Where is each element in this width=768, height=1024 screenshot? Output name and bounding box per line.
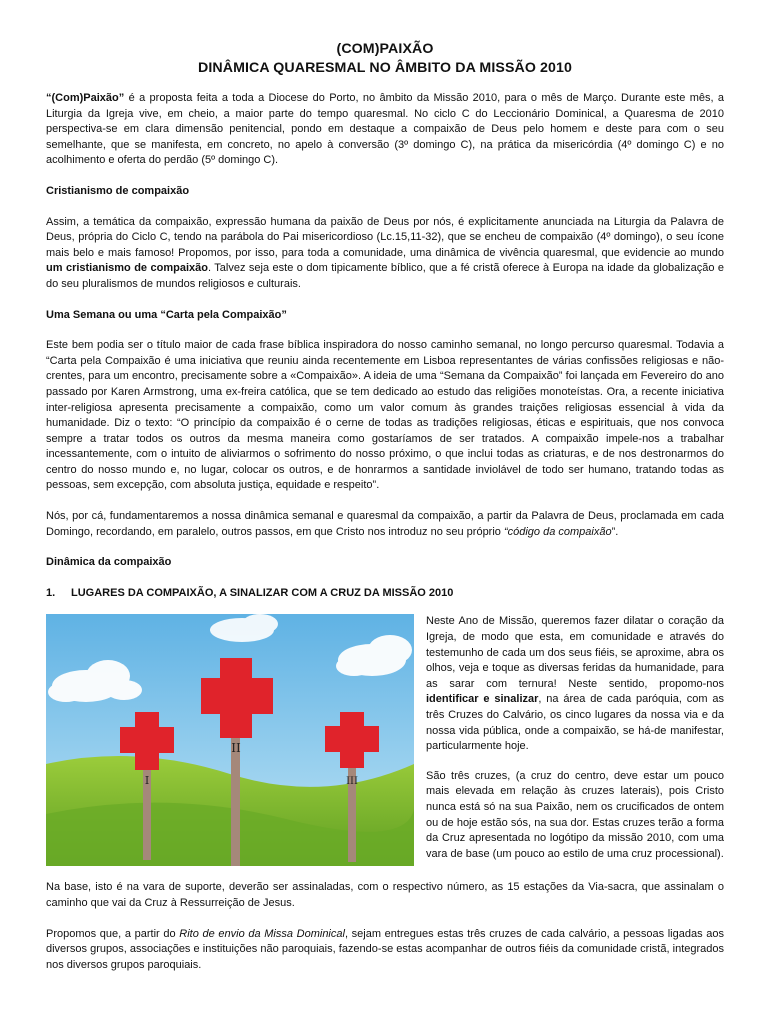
intro-text: é a proposta feita a toda a Diocese do Porto, no âmbito da Missão 2010, para o mês de Março. Durante este mês, a Liturgia da Igreja vive, em cheio, a maior parte do tempo quaresmal. No ciclo C do Leccionário Dominical, a Quaresma de 2010 perspectiva-se em clara dimensão penitencial, pondo em destaque a compaixão de Deus pelo homem e deste para com o seu semelhante, que se manifesta, em concreto, no apelo à conversão (3º domingo C), na prática da misericórdia (4º domingo C) e no acolhimento e oferta do perdão (5º domingo C). [46, 92, 724, 167]
title-line-1: (COM)PAIXÃO [336, 41, 434, 57]
numbered-heading [46, 586, 724, 602]
section2-text-b: ”. [611, 525, 619, 538]
section-heading-semana: Uma Semana ou uma “Carta pela Compaixão” [46, 308, 287, 321]
three-crosses-illustration [46, 614, 414, 866]
document-page [46, 40, 724, 988]
cross-label-i: I [144, 774, 150, 788]
cross-label-iii: III [346, 776, 358, 788]
intro-paragraph [46, 91, 724, 169]
section1-bold: um cristianismo de compaixão [46, 262, 208, 275]
side-text-a: Neste Ano de Missão, queremos fazer dilatar o coração da Igreja, de modo que esta, em comunidade e através do testemunho de cada um dos seus fiéis, se aproxime, abra os olhos, veja e toque as diversas feridas da humanidade, para as sarar com ternura! Neste sentido, propomo-nos [426, 615, 724, 690]
side-text-b: , na área de cada paróquia, com as três Cruzes do Calvário, os cinco lugares da nossa via e da nossa vida pública, onde a compaixão, se há-de manifestar, particularmente hoje. [426, 693, 724, 753]
section1-text-b: . Talvez seja este o dom tipicamente bíblico, que a fé cristã oferece à Europa na idade da globalização e do seu pluralismos de mundos religiosos e culturais. [46, 262, 725, 290]
side-paragraph-1 [426, 614, 724, 754]
last-paragraph [46, 927, 724, 974]
item-title: LUGARES DA COMPAIXÃO, A SINALIZAR COM A CRUZ DA MISSÃO 2010 [71, 586, 454, 599]
title-line-2: DINÂMICA QUARESMAL NO ÂMBITO DA MISSÃO 2010 [198, 60, 572, 76]
base-paragraph: Na base, isto é na vara de suporte, deverão ser assinaladas, com o respectivo número, as 15 estações da Via-sacra, que assinalam o caminho que vai da Cruz à Ressurreição de Jesus. [46, 881, 724, 910]
section1-paragraph [46, 215, 724, 293]
section2-paragraph-1: Este bem podia ser o título maior de cada frase bíblica inspiradora do nosso caminho semanal, no longo percurso quaresmal. Todavia a “Carta pela Compaixão é uma iniciativa que reuniu ainda recentemente em Lisboa representantes de várias confissões religiosas e não-crentes, para um encontro, precisamente sobre a «Compaixão». A ideia de uma “Semana da Compaixão” foi lançada em Fevereiro do ano passado por Karen Armstrong, uma ex-freira católica, que se tem dedicado ao estudo das religiões monoteístas. Ora, a recente iniciativa inter-religiosa apresenta precisamente a compaixão, como um valor comum às grandes traições religiosas essencial à vida da humanidade. Diz o texto: “O princípio da compaixão é o cerne de todas as tradições religiosas, éticas e espirituais, que nos convoca sempre a tratar todos os outros da mesma maneira como gostaríamos de ser tratados. A compaixão impele-nos a trabalhar incessantemente, com o intuito de aliviarmos o sofrimento do nosso próximo, o que inclui todas as criaturas, e de nos destronarmos do centro do nosso mundo e, no lugar, colocar os outros, e de honrarmos a santidade inviolável de todo ser humano, tratando todas as pessoas, sem excepção, com absoluta justiça, equidade e respeito”. [46, 339, 724, 492]
intro-bold-term: “(Com)Paixão” [46, 92, 125, 104]
section2-paragraph-2 [46, 509, 724, 540]
side-paragraph-2: São três cruzes, (a cruz do centro, deve estar um pouco mais elevada em relação às cruzes laterais), pois Cristo nunca está só na sua Paixão, nem os crucificados de ontem ou de hoje estão sós, na sua dor. Estas cruzes terão a forma da Cruz apresentada no logótipo da missão 2010, com uma vara de base (um pouco ao estilo de uma cruz processional). [426, 769, 724, 860]
cross-label-ii: II [231, 741, 241, 756]
item-number: 1. [46, 586, 56, 599]
section-heading-cristianismo: Cristianismo de compaixão [46, 184, 190, 197]
illustration-row [46, 614, 724, 866]
side-bold: identificar e sinalizar [426, 693, 539, 706]
section2-italic: “código da compaixão [503, 525, 612, 538]
last-italic: Rito de envio da Missa Dominical [179, 927, 345, 940]
section-heading-dinamica: Dinâmica da compaixão [46, 556, 172, 569]
last-text-b: , sejam entregues estas três cruzes de cada calvário, a pessoas ligadas aos diversos grupos, associações e instituições não paroquiais, fazendo-se estas acompanhar de outros fiéis da comunidade cristã, integrados nos diversos grupos paroquiais. [46, 927, 724, 971]
section2-text-a: Nós, por cá, fundamentaremos a nossa dinâmica semanal e quaresmal da compaixão, a partir da Palavra de Deus, proclamada em cada Domingo, recordando, em paralelo, outros passos, em que Cristo nos introduz no seu próprio [46, 510, 724, 538]
last-text-a: Propomos que, a partir do [46, 927, 180, 940]
illustration-side-text [426, 614, 724, 866]
section1-text-a: Assim, a temática da compaixão, expressão humana da paixão de Deus por nós, é explicitamente anunciada na Liturgia da Palavra de Deus, própria do Ciclo C, tendo na parábola do Pai misericordioso (Lc.15,11-32), que se encheu de compaixão (4º domingo), o seu ícone mais belo e mais famoso! Propomos, por isso, para toda a comunidade, uma dinâmica de vivência quaresmal, que evidencie ao mundo [46, 215, 724, 259]
